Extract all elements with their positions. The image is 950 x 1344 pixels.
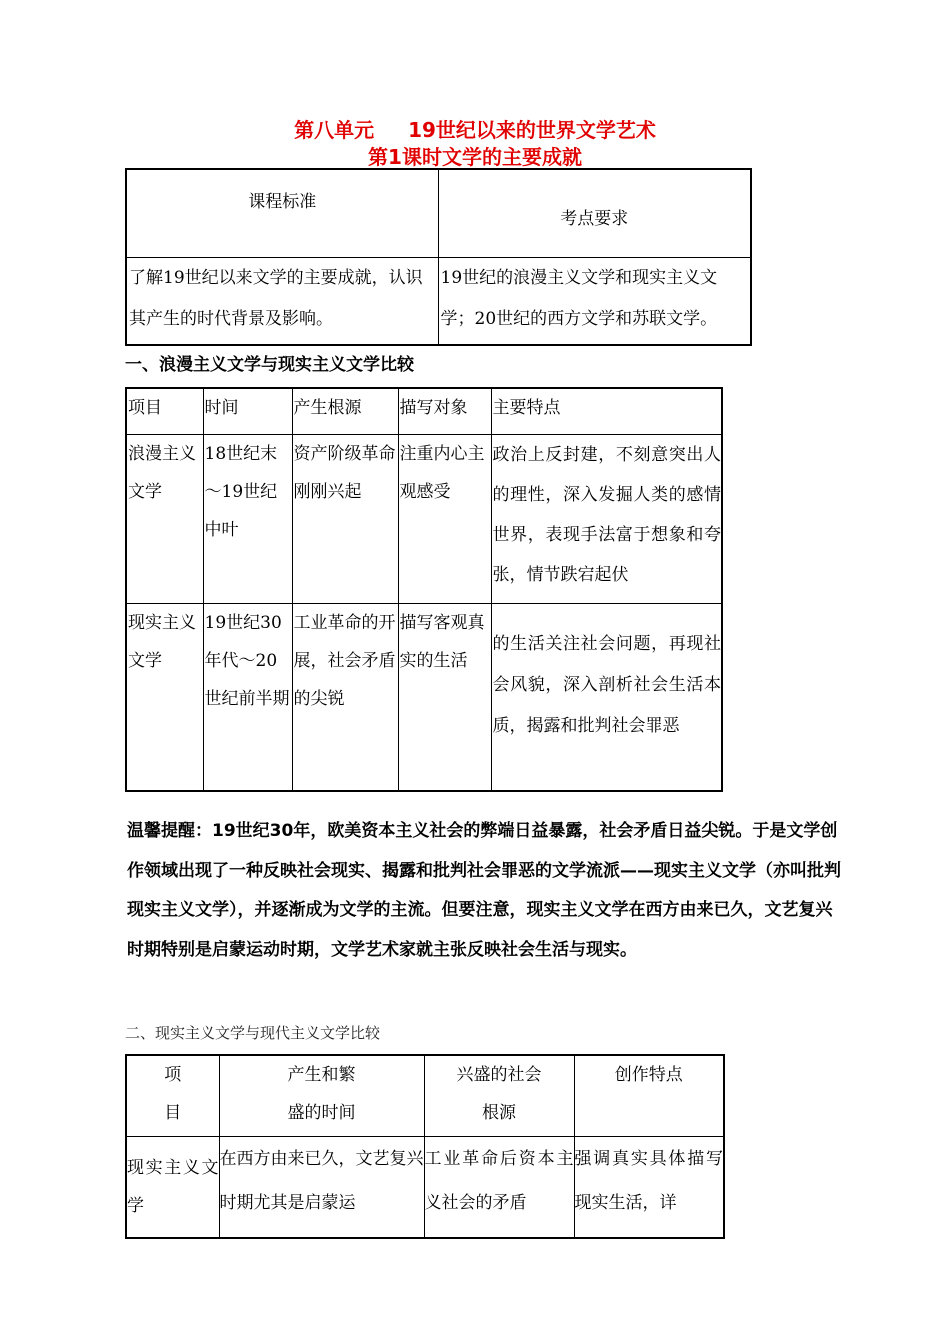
table-header-row — [126, 388, 722, 434]
table-cell: 工业革命后资本主义社会的矛盾 — [424, 1137, 574, 1239]
header-cell: 项目 — [126, 388, 203, 434]
table-cell: 的生活关注社会问题，再现社会风貌，深入剖析社会生活本质，揭露和批判社会罪恶 — [491, 603, 722, 791]
header-cell: 兴盛的社会根源 — [424, 1055, 574, 1137]
unit-label: 第八单元 — [294, 118, 375, 142]
header-cell: 主要特点 — [491, 388, 722, 434]
standards-table — [125, 168, 752, 346]
unit-topic: 19世纪以来的世界文学艺术 — [408, 118, 656, 142]
standards-header-cell: 考点要求 — [438, 169, 751, 258]
table-row — [126, 1137, 724, 1239]
header-cell: 产生根源 — [292, 388, 398, 434]
table-row — [126, 603, 722, 791]
table-cell: 描写客观真实的生活 — [398, 603, 491, 791]
header-cell: 项目 — [126, 1055, 219, 1137]
comparison-table-2 — [125, 1054, 725, 1239]
table-cell: 现实主义文学 — [126, 603, 203, 791]
header-cell: 描写对象 — [398, 388, 491, 434]
standards-header-cell: 课程标准 — [126, 169, 438, 258]
comparison-table-1 — [125, 387, 723, 792]
table-cell: 资产阶级革命刚刚兴起 — [292, 434, 398, 603]
table-row — [126, 434, 722, 603]
table-cell: 注重内心主观感受 — [398, 434, 491, 603]
table-cell: 现实主义文学 — [126, 1137, 219, 1239]
table-cell: 工业革命的开展，社会矛盾的尖锐 — [292, 603, 398, 791]
reminder-paragraph: 温馨提醒：19世纪30年，欧美资本主义社会的弊端日益暴露，社会矛盾日益尖锐。于是文学创作领域出现了一种反映社会现实、揭露和批判社会罪恶的文学流派——现实主义文学（亦叫批判现实主义文学），并逐渐成为文学的主流。但要注意，现实主义文学在西方由来已久，文艺复兴时期特别是启蒙运动时期，文学艺术家就主张反映社会生活与现实。 — [127, 821, 841, 960]
standards-cell: 了解19世纪以来文学的主要成就，认识其产生的时代背景及影响。 — [126, 258, 438, 346]
table-cell: 浪漫主义文学 — [126, 434, 203, 603]
header-cell: 时间 — [203, 388, 292, 434]
section1-heading: 一、浪漫主义文学与现实主义文学比较 — [125, 355, 414, 375]
header-cell: 创作特点 — [574, 1055, 724, 1137]
table-cell: 19世纪30年代～20世纪前半期 — [203, 603, 292, 791]
table-cell: 在西方由来已久，文艺复兴时期尤其是启蒙运 — [219, 1137, 424, 1239]
lesson-title: 第1课时文学的主要成就 — [368, 145, 582, 169]
header-cell: 产生和繁盛的时间 — [219, 1055, 424, 1137]
table-header-row — [126, 1055, 724, 1137]
table-cell: 18世纪末～19世纪中叶 — [203, 434, 292, 603]
unit-title — [0, 117, 950, 143]
section2-heading: 二、现实主义文学与现代主义文学比较 — [125, 1024, 381, 1042]
table-cell: 强调真实具体描写现实生活，详 — [574, 1137, 724, 1239]
table-cell: 政治上反封建，不刻意突出人的理性，深入发掘人类的感情世界，表现手法富于想象和夸张，情节跌宕起伏 — [491, 434, 722, 603]
standards-cell: 19世纪的浪漫主义文学和现实主义文学；20世纪的西方文学和苏联文学。 — [438, 258, 751, 346]
